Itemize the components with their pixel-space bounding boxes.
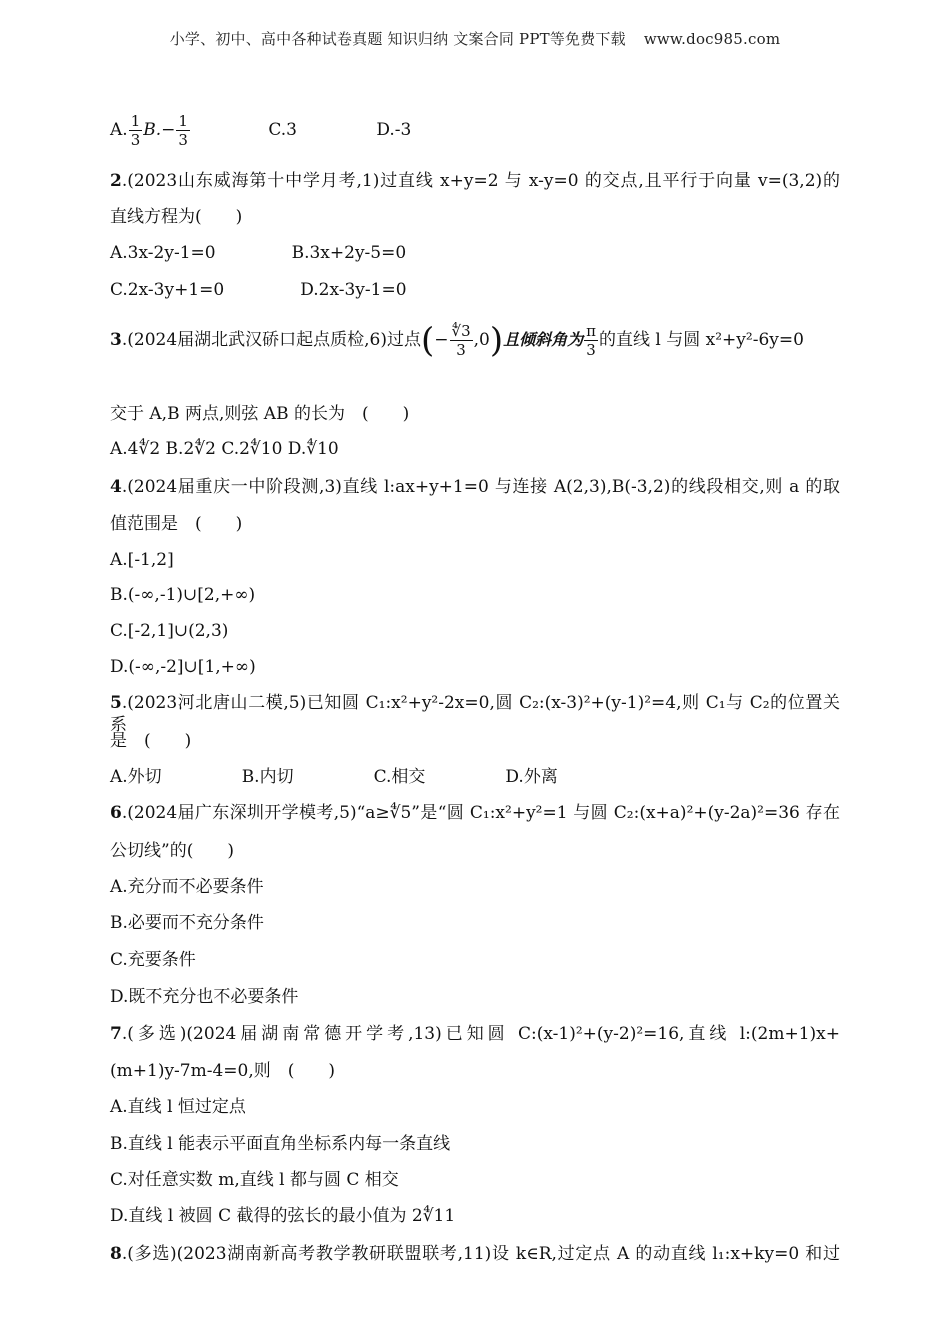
q5-options: A.外切 B.内切 C.相交 D.外离	[110, 767, 558, 787]
header-url: www.doc985.com	[643, 30, 781, 48]
q2-stem-line1: 2.(2023山东威海第十中学月考,1)过直线 x+y=2 与 x-y=0 的交点,且平行于向量 v=(3,2)的	[110, 171, 840, 191]
page-header	[0, 28, 950, 49]
q1-optB-fraction: $\frac{1}{3}$	[178, 112, 188, 149]
q7-stem-line1: 7.(多选)(2024届湖南常德开学考,13)已知圆 C:(x-1)²+(y-2)²=16,直线 l:(2m+1)x+	[110, 1024, 840, 1044]
q2-options-row2: C.2x-3y+1=0 D.2x-3y-1=0	[110, 280, 407, 300]
q7-optD: D.直线 l 被圆 C 截得的弦长的最小值为 2∜11	[110, 1206, 456, 1226]
q4-optA: A.[-1,2]	[110, 550, 174, 570]
q6-optD: D.既不充分也不必要条件	[110, 987, 299, 1007]
q4-optB: B.(-∞,-1)∪[2,+∞)	[110, 585, 256, 605]
q2-stem-line2: 直线方程为( )	[110, 207, 243, 227]
q6-optA: A.充分而不必要条件	[110, 877, 264, 897]
q6-optC: C.充要条件	[110, 950, 196, 970]
q7-optC: C.对任意实数 m,直线 l 都与圆 C 相交	[110, 1170, 399, 1190]
q3-options: A.4∜2 B.2∜2 C.2∜10 D.∜10	[110, 439, 339, 459]
q4-optD: D.(-∞,-2]∪[1,+∞)	[110, 657, 256, 677]
q7-optA: A.直线 l 恒过定点	[110, 1097, 246, 1117]
q1-optD: D.-3	[376, 120, 412, 140]
q4-stem-line2: 值范围是 ( )	[110, 514, 243, 534]
q4-optC: C.[-2,1]∪(2,3)	[110, 621, 229, 641]
q1-optC: C.3	[268, 120, 297, 140]
q7-stem-line2: (m+1)y-7m-4=0,则 ( )	[110, 1061, 336, 1081]
q5-stem-line2: 是 ( )	[110, 731, 192, 751]
q1-options: A. $\frac{1}{3}$ B.− $\frac{1}{3}$ C.3 D.-3	[110, 112, 412, 149]
q3-stem-line1: 3.(2024届湖北武汉硚口起点质检,6)过点(− $\frac{∜3}{3}$ ,0)且倾斜角为 $\frac{\pi}{3}$ 的直线 l 与圆 x²+y²-6y=0	[110, 320, 804, 361]
q3-angle-fraction: $\frac{\pi}{3}$	[586, 322, 596, 359]
q6-optB: B.必要而不充分条件	[110, 913, 264, 933]
q4-stem-line1: 4.(2024届重庆一中阶段测,3)直线 l:ax+y+1=0 与连接 A(2,3),B(-3,2)的线段相交,则 a 的取	[110, 477, 840, 497]
q2-options-row1: A.3x-2y-1=0 B.3x+2y-5=0	[110, 243, 407, 263]
q6-stem-line1: 6.(2024届广东深圳开学模考,5)“a≥∜5”是“圆 C₁:x²+y²=1 与圆 C₂:(x+a)²+(y-2a)²=36 存在	[110, 803, 840, 823]
q8-stem-line1: 8.(多选)(2023湖南新高考教学教研联盟联考,11)设 k∈R,过定点 A 的动直线 l₁:x+ky=0 和过	[110, 1244, 840, 1264]
q7-optB: B.直线 l 能表示平面直角坐标系内每一条直线	[110, 1134, 451, 1154]
q3-stem-line2: 交于 A,B 两点,则弦 AB 的长为 ( )	[110, 404, 410, 424]
q3-point-fraction: $\frac{∜3}{3}$	[451, 322, 471, 359]
q6-stem-line2: 公切线”的( )	[110, 841, 234, 861]
header-text: 小学、初中、高中各种试卷真题 知识归纳 文案合同 PPT等免费下载	[169, 30, 626, 48]
q5-stem-line1: 5.(2023河北唐山二模,5)已知圆 C₁:x²+y²-2x=0,圆 C₂:(x-3)²+(y-1)²=4,则 C₁与 C₂的位置关系	[110, 693, 840, 735]
q1-optA-fraction: $\frac{1}{3}$	[130, 112, 141, 149]
